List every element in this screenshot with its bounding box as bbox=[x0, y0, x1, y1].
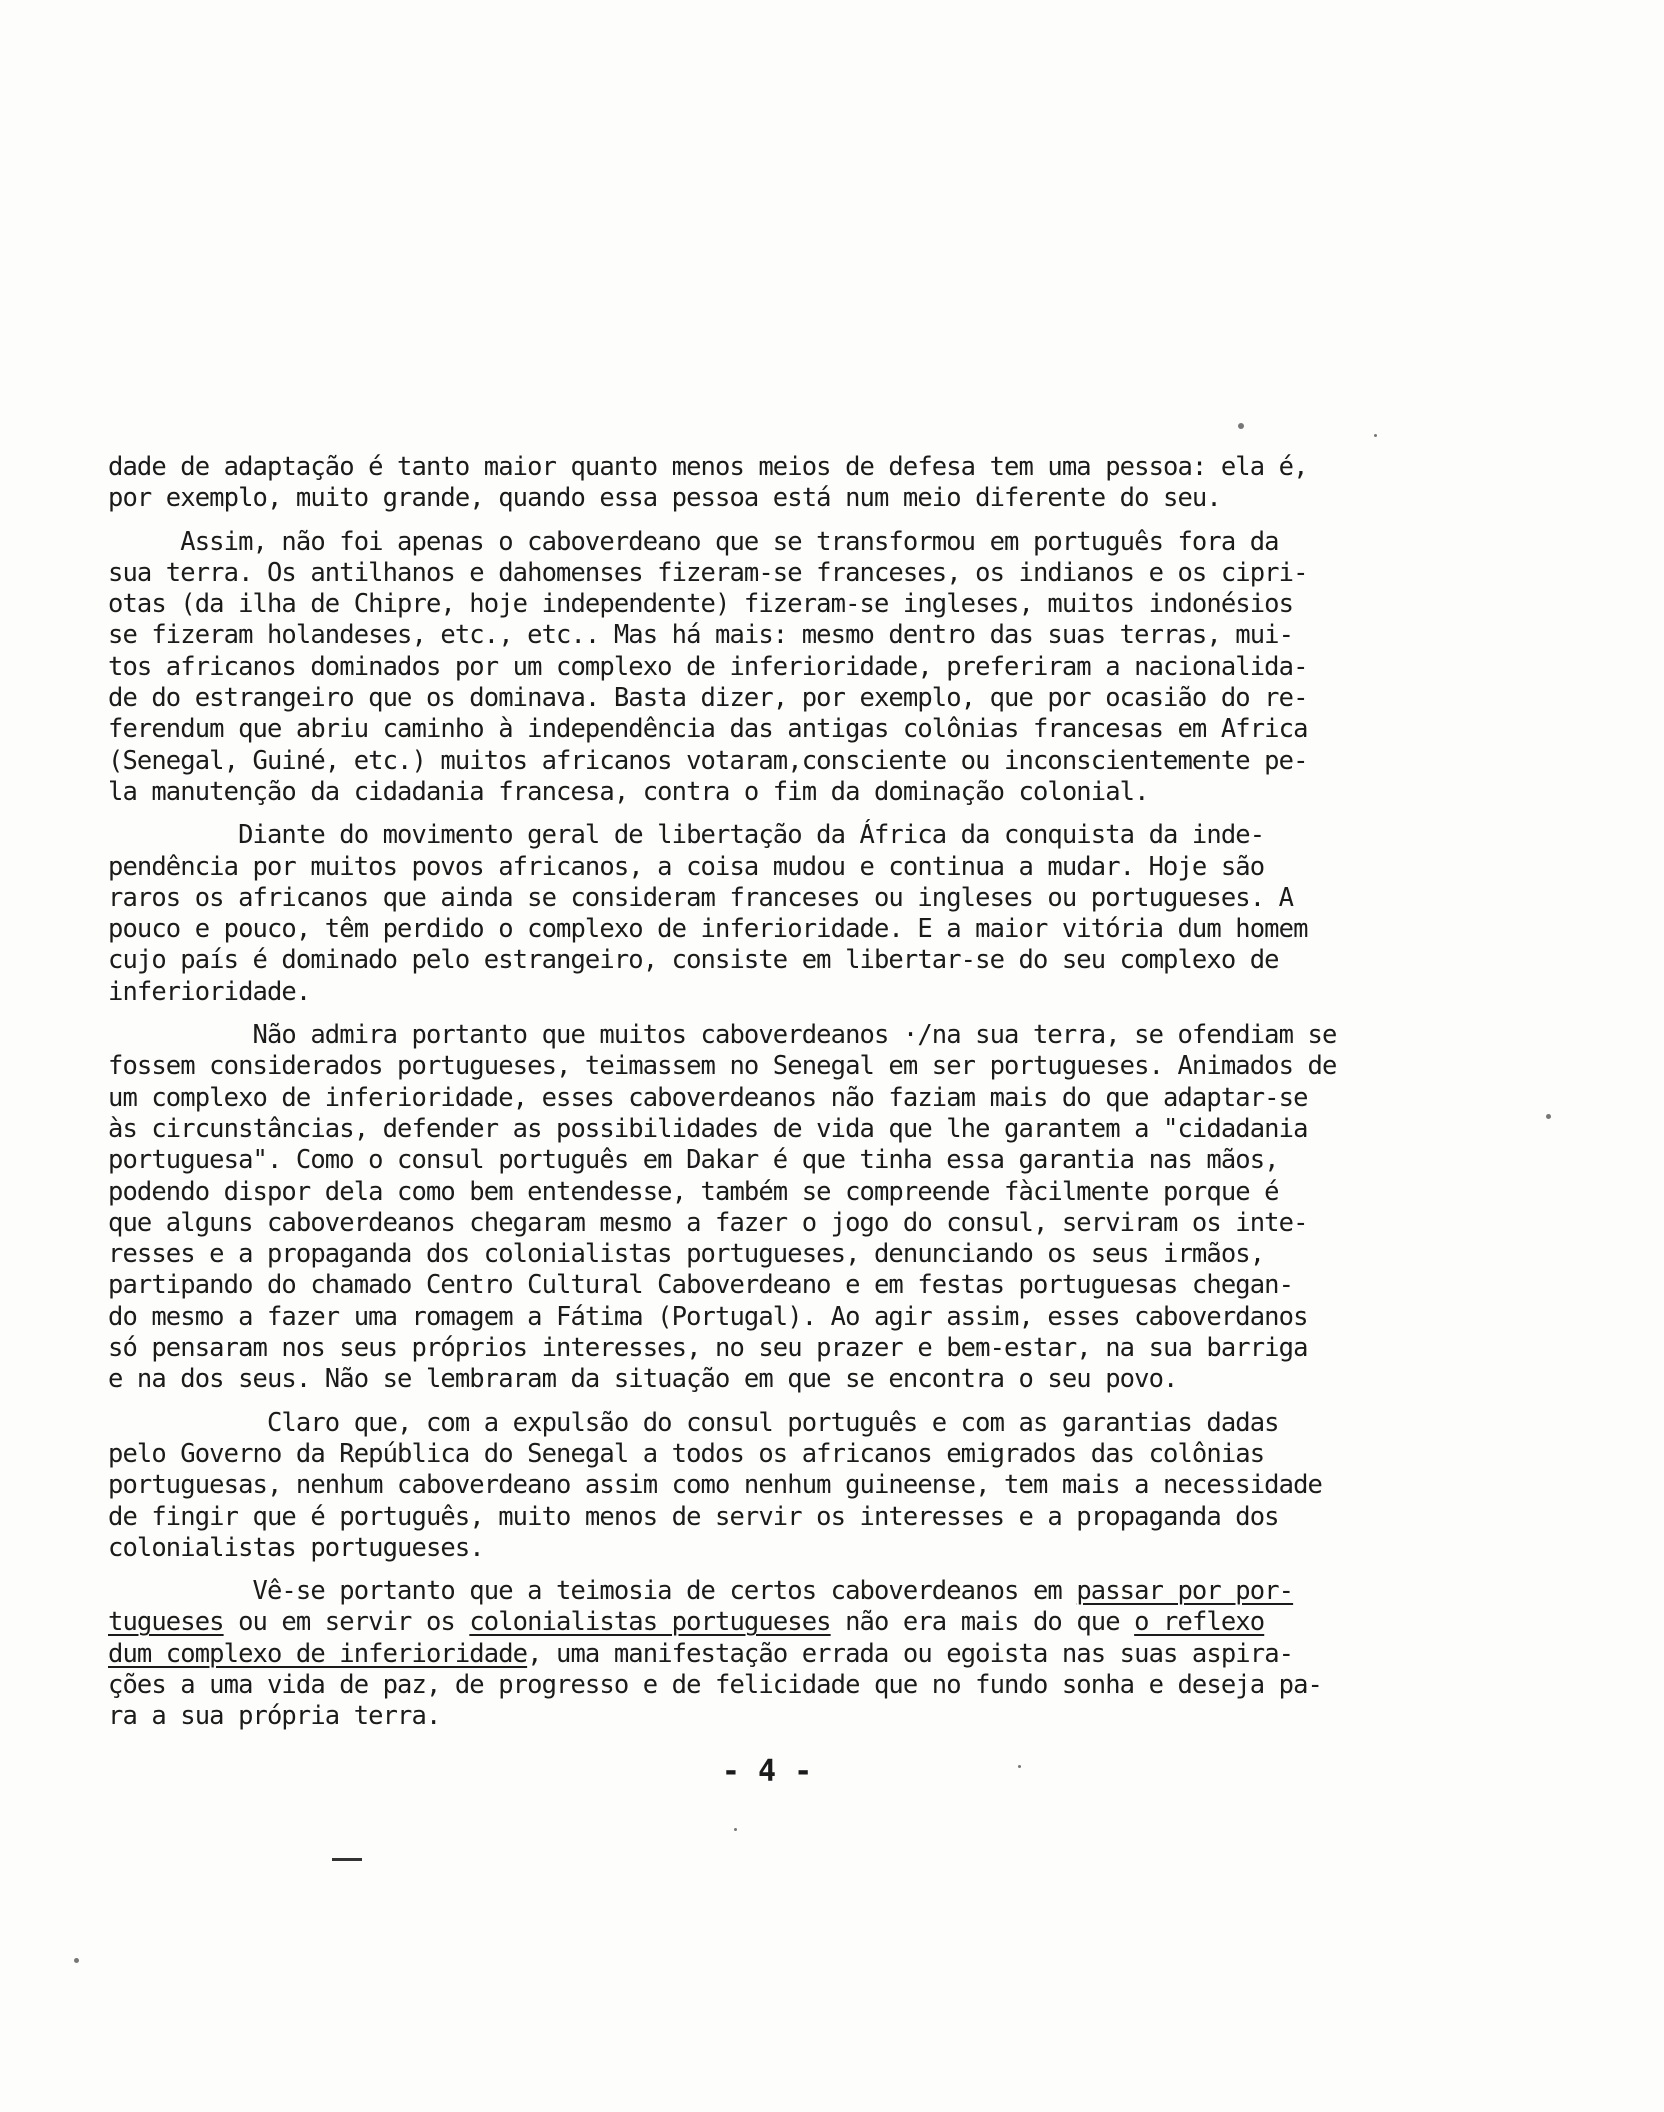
text-line: Claro que, com a expulsão do consul português e com as garantias dadas bbox=[108, 1407, 1279, 1438]
scan-mark bbox=[332, 1858, 362, 1861]
text-line: ra a sua própria terra. bbox=[108, 1701, 441, 1732]
text-line: cujo país é dominado pelo estrangeiro, consiste em libertar-se do seu complexo de bbox=[108, 945, 1279, 976]
text-line: Diante do movimento geral de libertação da África da conquista da inde- bbox=[108, 820, 1265, 851]
text-line: e na dos seus. Não se lembraram da situação em que se encontra o seu povo. bbox=[108, 1364, 1178, 1395]
paragraph-1 bbox=[108, 452, 1430, 515]
text-line: só pensaram nos seus próprios interesses, no seu prazer e bem-estar, na sua barriga bbox=[108, 1333, 1308, 1364]
text-line: um complexo de inferioridade, esses caboverdeanos não faziam mais do que adaptar-se bbox=[108, 1082, 1308, 1113]
text-line: de fingir que é português, muito menos de servir os interesses e a propaganda dos bbox=[108, 1501, 1279, 1532]
text-line: do mesmo a fazer uma romagem a Fátima (Portugal). Ao agir assim, esses caboverdanos bbox=[108, 1301, 1308, 1332]
text-line: (Senegal, Guiné, etc.) muitos africanos votaram,consciente ou inconscientemente pe- bbox=[108, 745, 1308, 776]
scan-speck bbox=[1018, 1765, 1021, 1768]
page-number: - 4 - bbox=[721, 1754, 813, 1789]
text-line: portuguesa". Como o consul português em Dakar é que tinha essa garantia nas mãos, bbox=[108, 1145, 1279, 1176]
text-line: podendo dispor dela como bem entendesse, também se compreende fàcilmente porque é bbox=[108, 1176, 1279, 1207]
text-line: tugueses ou em servir os colonialistas portugueses não era mais do que o reflexo bbox=[108, 1607, 1265, 1638]
text-line: ferendum que abriu caminho à independência das antigas colônias francesas em Africa bbox=[108, 714, 1308, 745]
text-line: portuguesas, nenhum caboverdeano assim como nenhum guineense, tem mais a necessidade bbox=[108, 1470, 1322, 1501]
text-line: Vê-se portanto que a teimosia de certos caboverdeanos em passar por por- bbox=[108, 1576, 1294, 1607]
text-line: pelo Governo da República do Senegal a todos os africanos emigrados das colônias bbox=[108, 1438, 1265, 1469]
paragraph-6 bbox=[108, 1576, 1430, 1732]
text-line: tos africanos dominados por um complexo de inferioridade, preferiram a nacionalida- bbox=[108, 651, 1308, 682]
text-line: Assim, não foi apenas o caboverdeano que se transformou em português fora da bbox=[108, 526, 1279, 557]
text-line: pouco e pouco, têm perdido o complexo de inferioridade. E a maior vitória dum homem bbox=[108, 914, 1308, 945]
scan-speck bbox=[1374, 434, 1377, 437]
text-line: se fizeram holandeses, etc., etc.. Mas há mais: mesmo dentro das suas terras, mui- bbox=[108, 620, 1294, 651]
text-line: às circunstâncias, defender as possibilidades de vida que lhe garantem a "cidadania bbox=[108, 1113, 1308, 1144]
scan-speck bbox=[74, 1958, 79, 1963]
text-line: inferioridade. bbox=[108, 976, 311, 1007]
text-line: que alguns caboverdeanos chegaram mesmo a fazer o jogo do consul, serviram os inte- bbox=[108, 1207, 1308, 1238]
paragraph-5 bbox=[108, 1408, 1430, 1564]
text-line: Não admira portanto que muitos caboverdeanos ·/na sua terra, se ofendiam se bbox=[108, 1020, 1337, 1051]
text-line: dade de adaptação é tanto maior quanto menos meios de defesa tem uma pessoa: ela é, bbox=[108, 452, 1308, 482]
text-line: colonialistas portugueses. bbox=[108, 1532, 484, 1563]
text-line: sua terra. Os antilhanos e dahomenses fizeram-se franceses, os indianos e os cipri- bbox=[108, 557, 1308, 588]
text-line: la manutenção da cidadania francesa, contra o fim da dominação colonial. bbox=[108, 776, 1149, 807]
text-line: de do estrangeiro que os dominava. Basta dizer, por exemplo, que por ocasião do re- bbox=[108, 683, 1308, 714]
text-line: pendência por muitos povos africanos, a coisa mudou e continua a mudar. Hoje são bbox=[108, 851, 1265, 882]
text-line: dum complexo de inferioridade, uma manifestação errada ou egoista nas suas aspira- bbox=[108, 1638, 1294, 1669]
paragraph-2 bbox=[108, 527, 1430, 809]
text-line: ções a uma vida de paz, de progresso e de felicidade que no fundo sonha e deseja pa- bbox=[108, 1669, 1322, 1700]
text-line: fossem considerados portugueses, teimassem no Senegal em ser portugueses. Animados de bbox=[108, 1051, 1337, 1082]
paragraph-4 bbox=[108, 1020, 1430, 1396]
text-line: por exemplo, muito grande, quando essa pessoa está num meio diferente do seu. bbox=[108, 483, 1221, 514]
body-text bbox=[108, 452, 1430, 1733]
text-line: resses e a propaganda dos colonialistas portugueses, denunciando os seus irmãos, bbox=[108, 1239, 1265, 1270]
text-line: raros os africanos que ainda se consideram franceses ou ingleses ou portugueses. A bbox=[108, 882, 1294, 913]
scan-speck bbox=[734, 1828, 737, 1831]
scan-speck bbox=[1546, 1114, 1551, 1119]
text-line: otas (da ilha de Chipre, hoje independente) fizeram-se ingleses, muitos indonésios bbox=[108, 589, 1294, 620]
paragraph-3 bbox=[108, 820, 1430, 1008]
text-line: partipando do chamado Centro Cultural Caboverdeano e em festas portuguesas chegan- bbox=[108, 1270, 1294, 1301]
scan-speck bbox=[1238, 423, 1244, 429]
